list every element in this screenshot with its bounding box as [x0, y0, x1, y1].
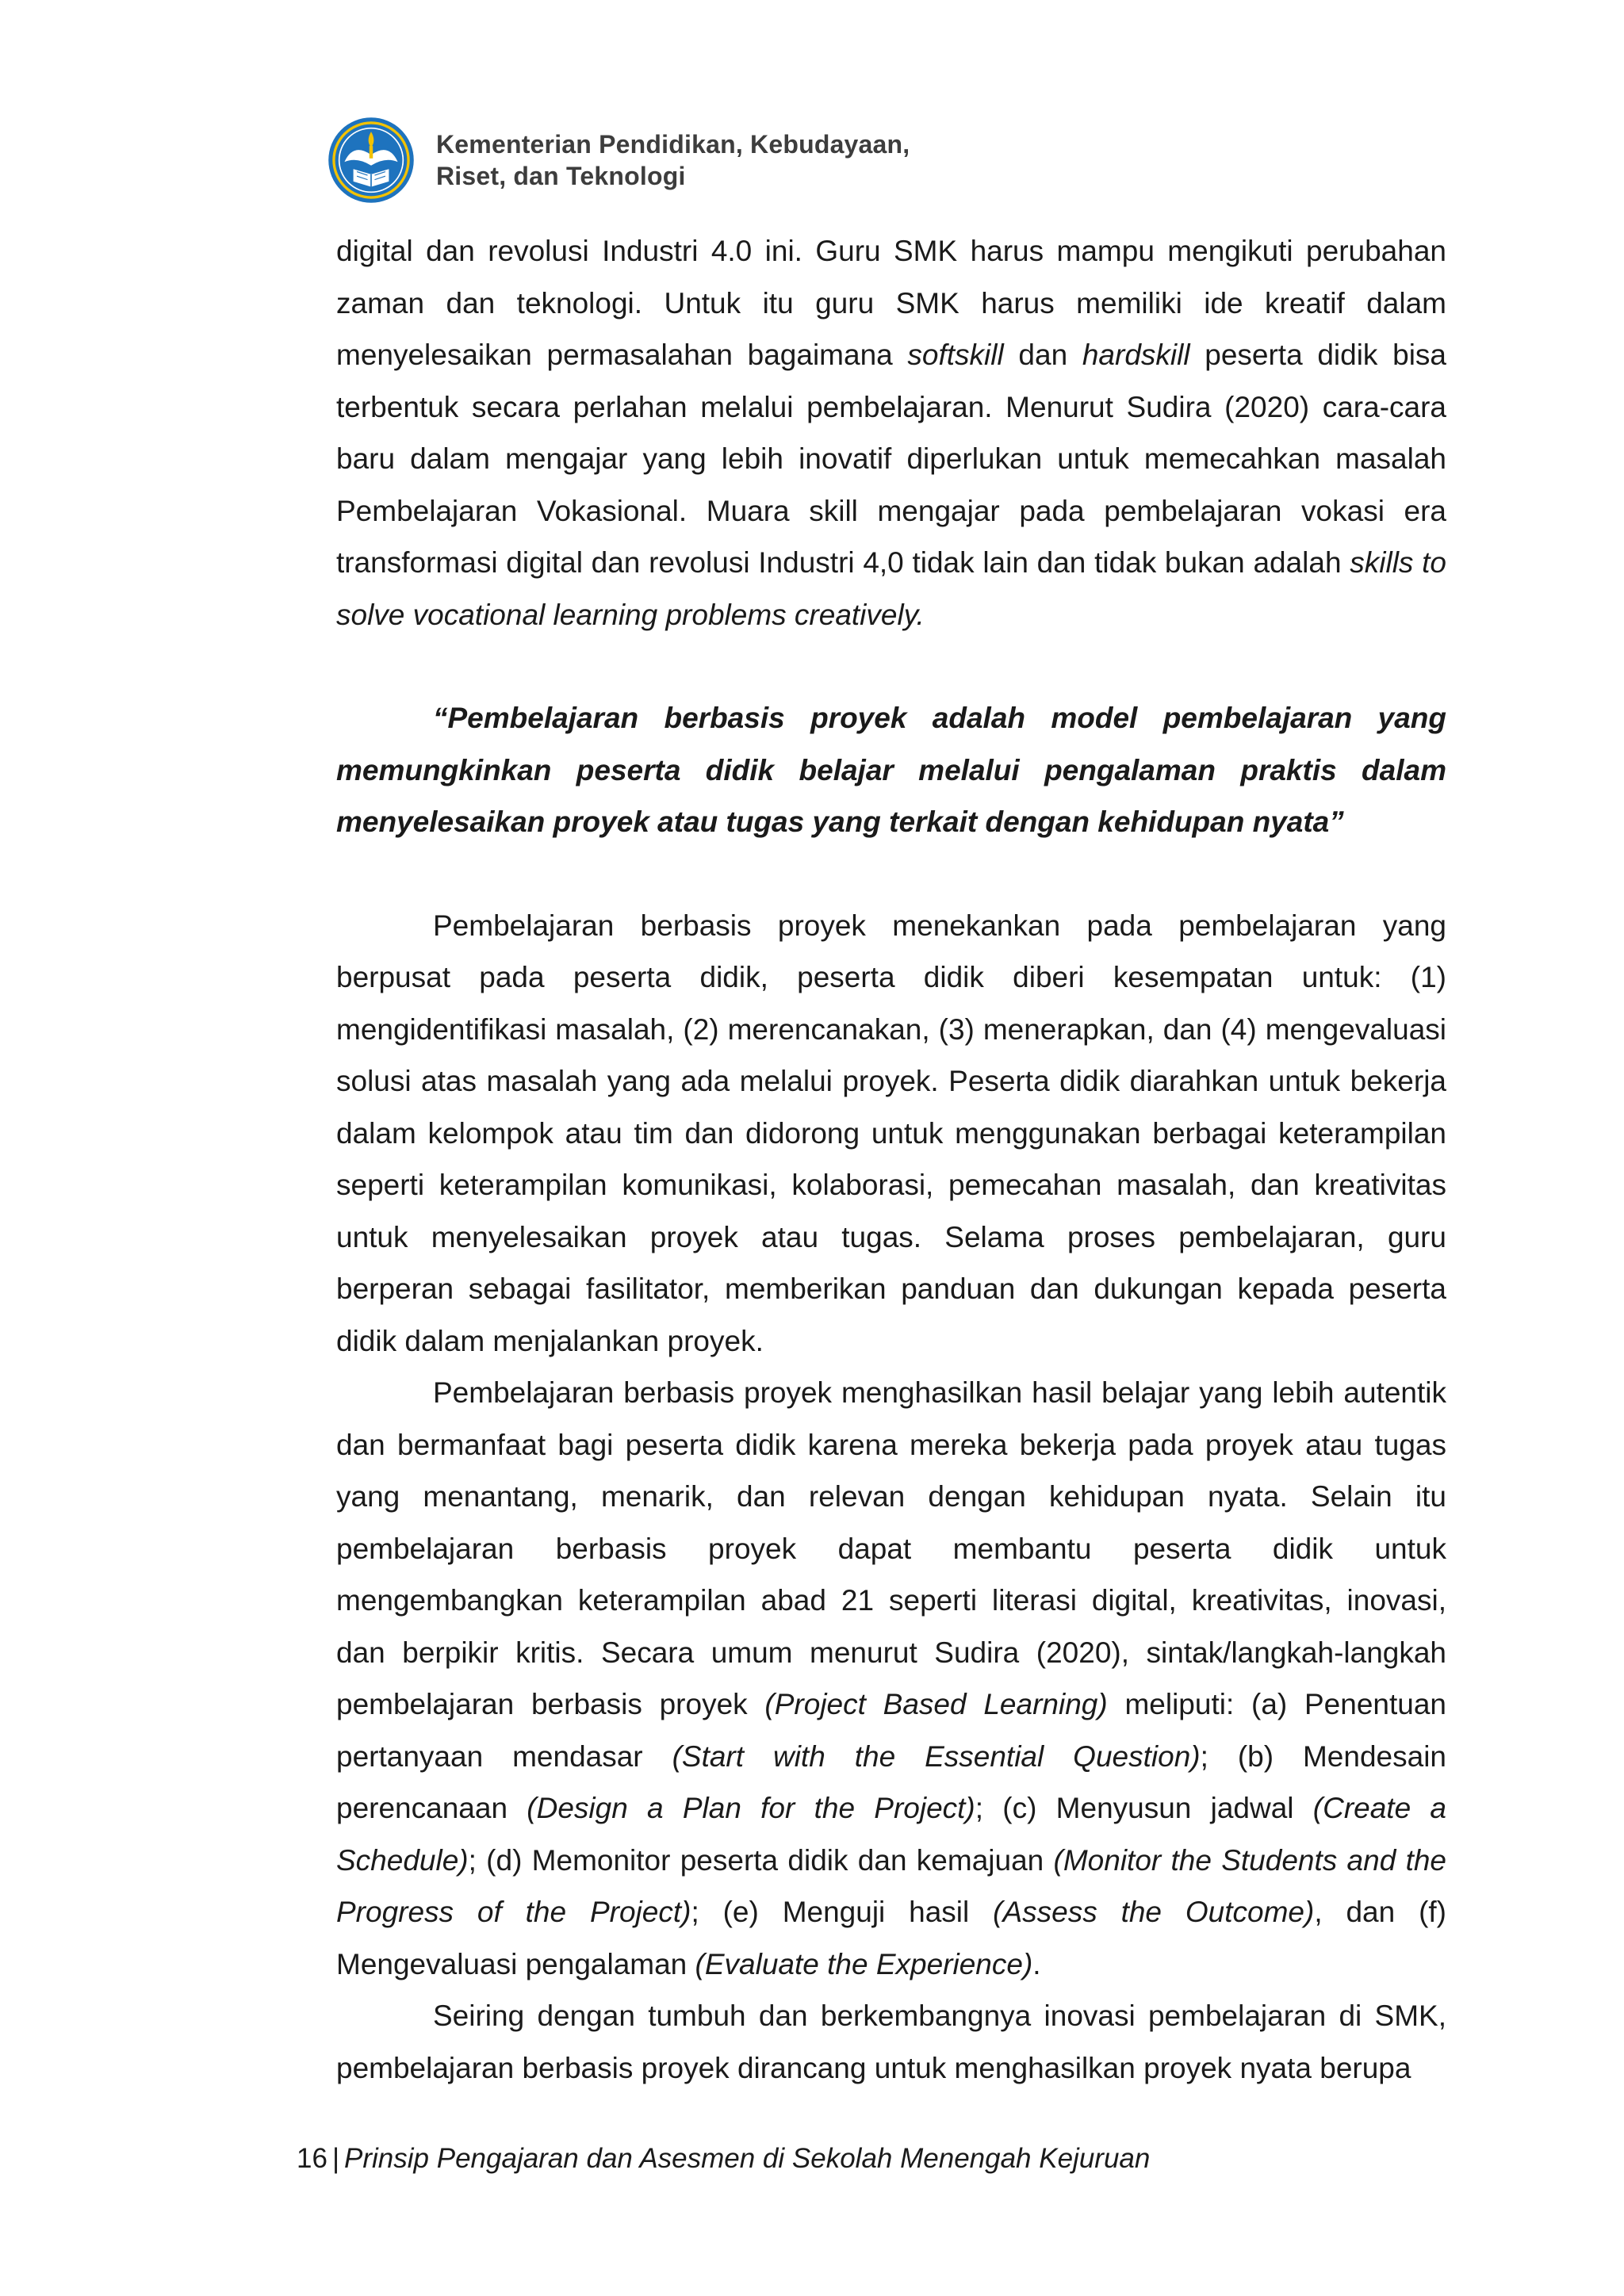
paragraph: Pembelajaran berbasis proyek menekankan pada pembelajaran yang berpusat pada peserta didik, peserta didik diberi kesempatan untuk: (1) mengidentifikasi masalah, (2) merencanakan, (3) menerapkan, dan (4) mengevaluasi solusi atas masalah yang ada melalui proyek. Peserta didik diarahkan untuk bekerja dalam kelompok atau tim dan didorong untuk menggunakan berbagai keterampilan seperti keterampilan komunikasi, kolaborasi, pemecahan masalah, dan kreativitas untuk menyelesaikan proyek atau tugas. Selama proses pembelajaran, guru berperan sebagai fasilitator, memberikan panduan dan dukungan kepada peserta didik dalam menjalankan proyek. [336, 909, 1446, 1357]
italic-term: (Monitor the Students and the Progress of the Project) [336, 1843, 1447, 1928]
italic-term: (Project Based Learning) [764, 1688, 1108, 1720]
text-run: digital dan revolusi Industri 4.0 ini. Guru SMK harus mampu mengikuti perubahan zaman dan teknologi. Untuk itu guru SMK harus memiliki ide kreatif dalam menyelesaikan permasalahan bagaimana [336, 235, 1446, 371]
page-body [336, 225, 1446, 2094]
footer-separator: | [331, 2143, 340, 2174]
ministry-name-line2: Riset, dan Teknologi [436, 162, 686, 190]
text-run: , dan (f) Mengevaluasi pengalaman [336, 1896, 1447, 1980]
italic-term: (Assess the Outcome) [993, 1896, 1315, 1928]
pull-quote: “Pembelajaran berbasis proyek adalah model pembelajaran yang memungkinkan peserta didik belajar melalui pengalaman praktis dalam menyelesaikan proyek atau tugas yang terkait dengan kehidupan nyata” [336, 702, 1446, 838]
paragraph-spacer [336, 848, 1446, 900]
italic-term: hardskill [1082, 339, 1190, 371]
text-run: ; (b) Mendesain perencanaan [336, 1739, 1446, 1824]
paragraph [336, 1367, 1446, 1990]
italic-term: (Evaluate the Experience) [695, 1947, 1033, 1980]
text-run: ; (d) Memonitor peserta didik dan kemajuan [468, 1843, 1054, 1877]
page-number: 16 [297, 2143, 327, 2174]
book-title: Prinsip Pengajaran dan Asesmen di Sekolah Menengah Kejuruan [344, 2143, 1151, 2174]
page-footer [297, 2141, 1150, 2176]
text-run: ; (e) Menguji hasil [691, 1896, 994, 1928]
italic-term: skills to solve vocational learning problems creatively. [336, 546, 1446, 631]
italic-term: (Create a Schedule) [336, 1792, 1446, 1877]
paragraph-continued [336, 225, 1446, 641]
italic-term: softskill [907, 339, 1004, 371]
page-header [327, 113, 910, 208]
ministry-name-line1: Kementerian Pendidikan, Kebudayaan, [436, 130, 910, 159]
paragraph: Seiring dengan tumbuh dan berkembangnya inovasi pembelajaran di SMK, pembelajaran berbasis proyek dirancang untuk menghasilkan proyek nyata berupa [336, 1999, 1446, 2084]
tut-wuri-handayani-emblem-icon [327, 116, 416, 205]
text-run: dan [1003, 339, 1082, 371]
italic-term: (Start with the Essential Question) [672, 1739, 1201, 1773]
paragraph-spacer [336, 641, 1446, 692]
text-run: meliputi: (a) Penentuan pertanyaan mendasar [336, 1688, 1446, 1773]
text-run: peserta didik bisa terbentuk secara perlahan melalui pembelajaran. Menurut Sudira (2020) cara-cara baru dalam mengajar yang lebih inovatif diperlukan untuk memecahkan masalah Pembelajaran Vokasional. Muara skill mengajar pada pembelajaran vokasi era transformasi digital dan revolusi Industri 4,0 tidak lain dan tidak bukan adalah [336, 339, 1446, 579]
text-run: . [1032, 1947, 1041, 1980]
italic-term: (Design a Plan for the Project) [527, 1792, 975, 1824]
ministry-name [436, 128, 910, 192]
text-run: ; (c) Menyusun jadwal [975, 1792, 1313, 1824]
text-run: Pembelajaran berbasis proyek menghasilkan hasil belajar yang lebih autentik dan bermanfaat bagi peserta didik karena mereka bekerja pada proyek atau tugas yang menantang, menarik, dan relevan dengan kehidupan nyata. Selain itu pembelajaran berbasis proyek dapat membantu peserta didik untuk mengembangkan keterampilan abad 21 seperti literasi digital, kreativitas, inovasi, dan berpikir kritis. Secara umum menurut Sudira (2020), sintak/langkah-langkah pembelajaran berbasis proyek [336, 1376, 1446, 1720]
